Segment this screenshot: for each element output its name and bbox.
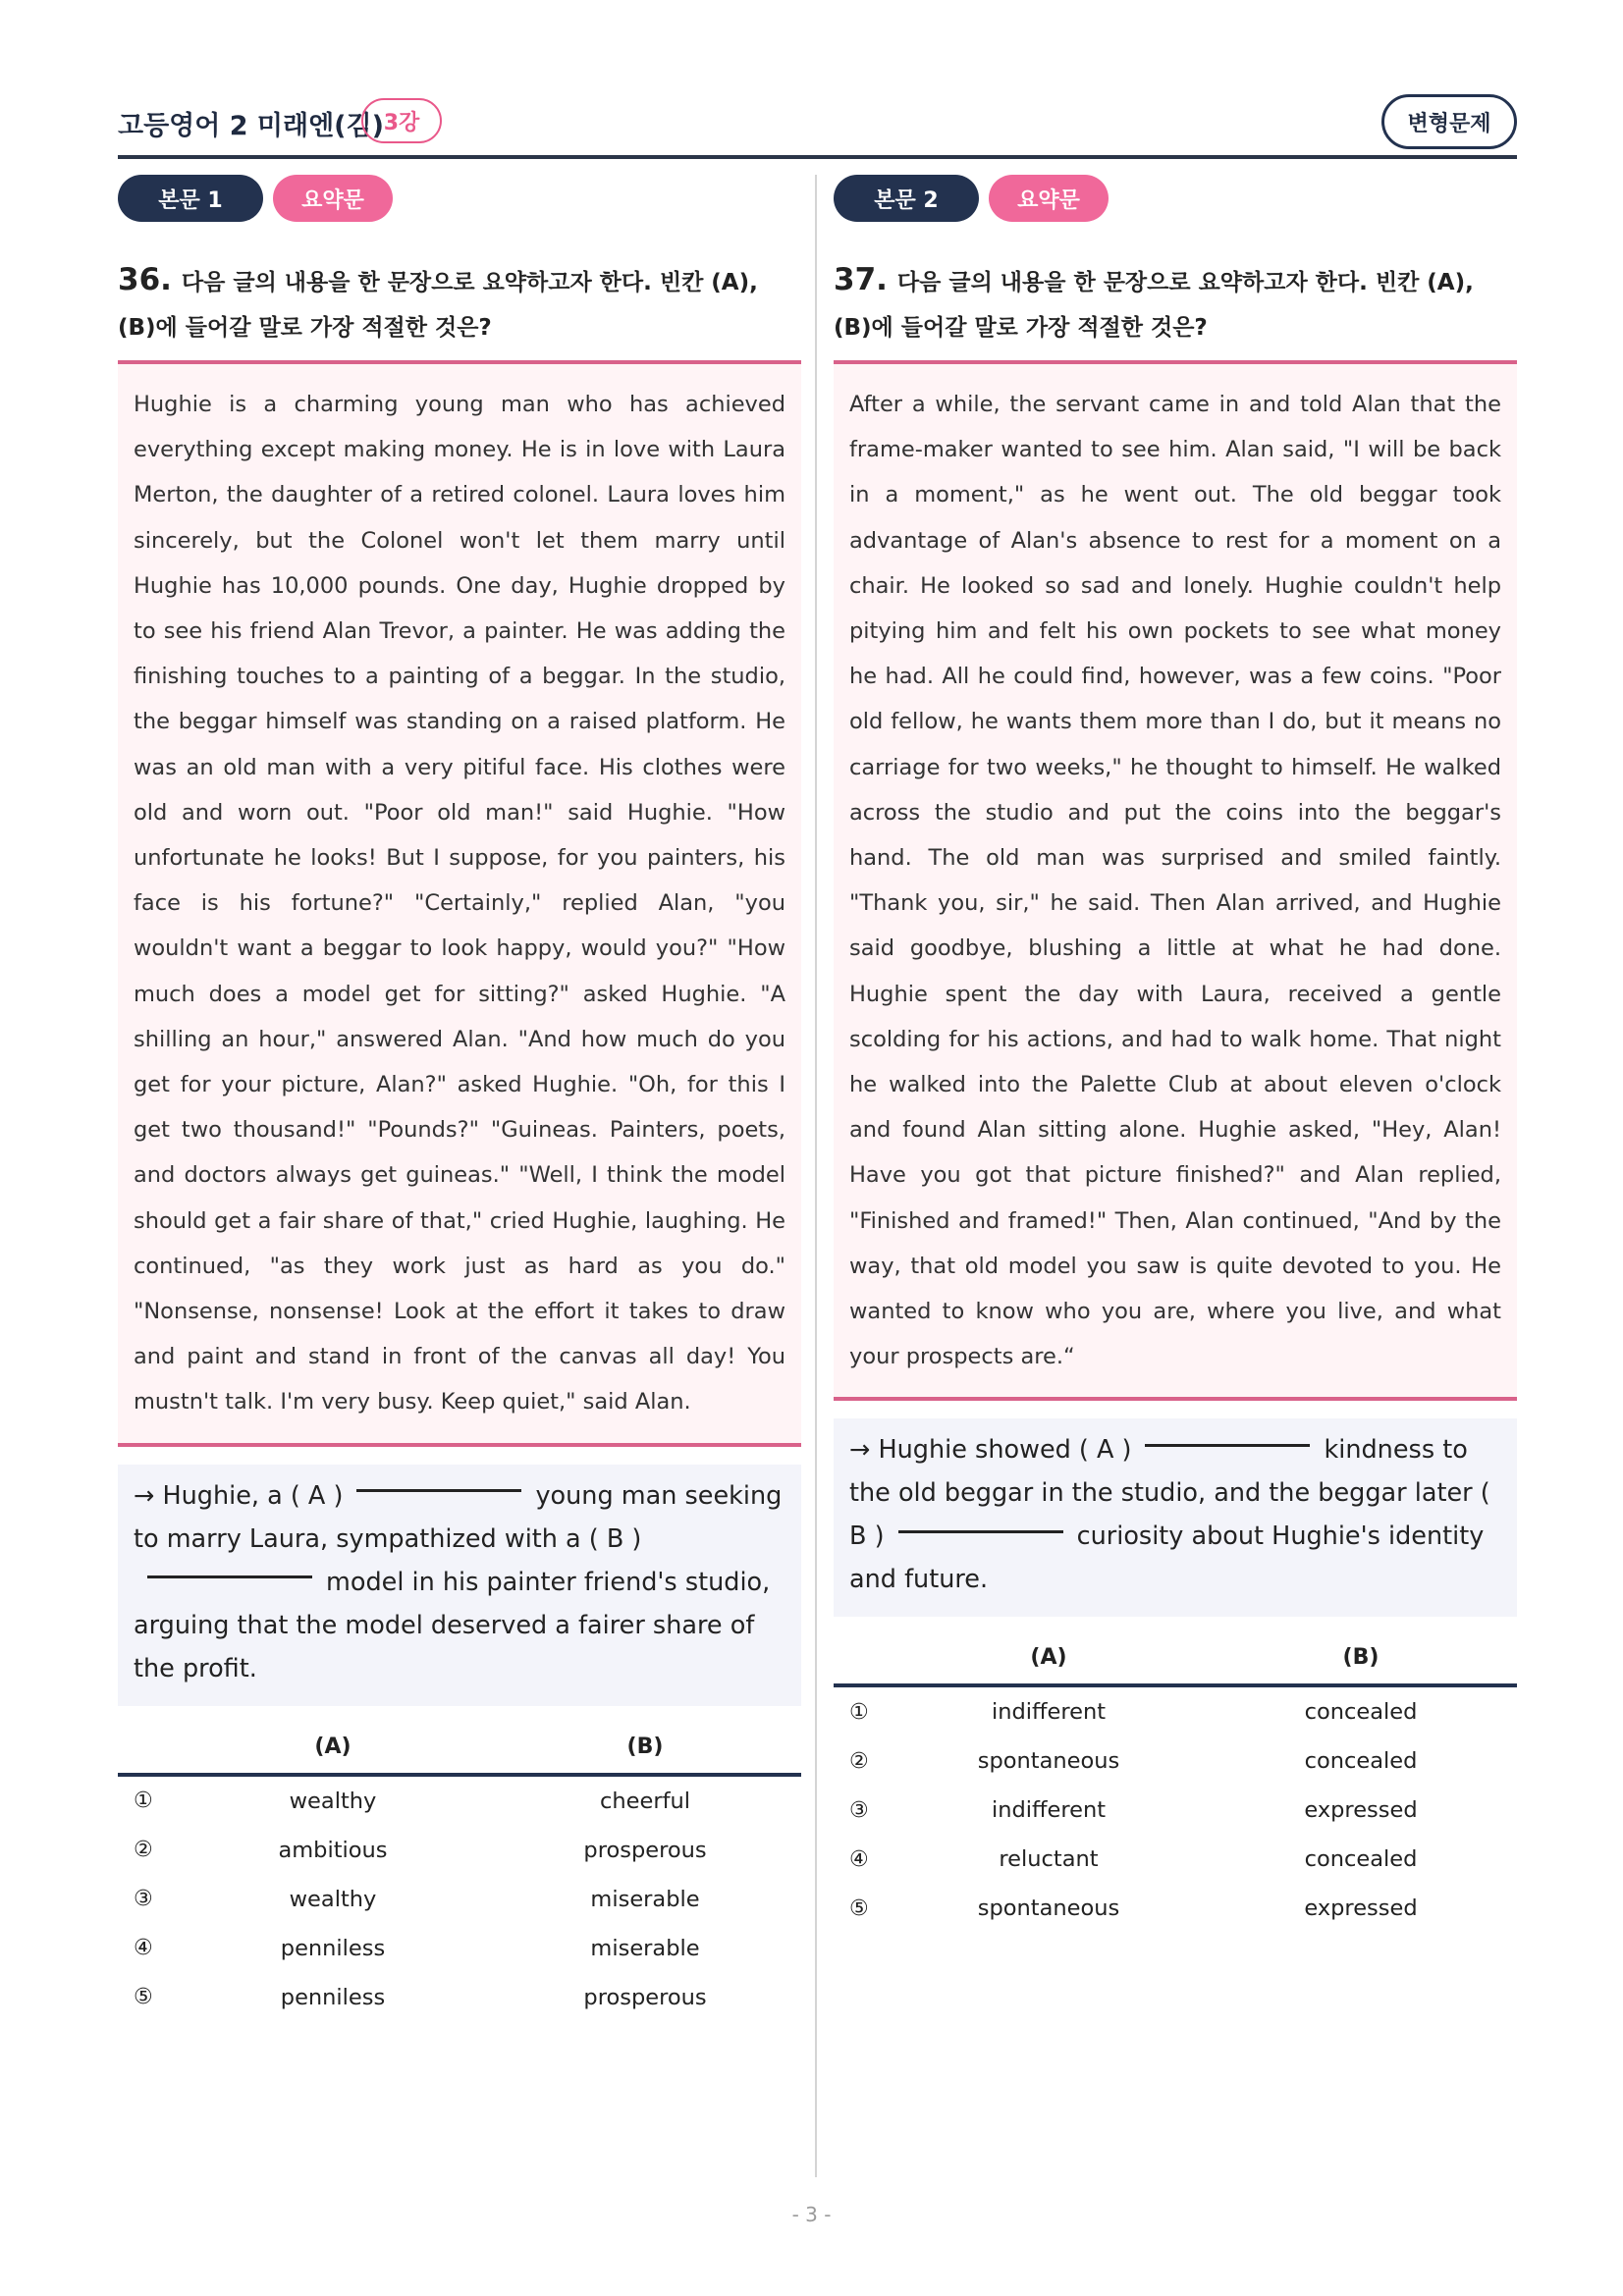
- passage-1: Hughie is a charming young man who has achieved everything except making money. He is in love with Laura Merton, the daughter of a retired colonel. Laura loves him sincerely, but the Colonel won't let them marry until Hughie has 10,000 pounds. One day, Hughie dropped by to see his friend Alan Trevor, a painter. He was adding the finishing touches to a painting of a beggar. In the studio, the beggar himself was standing on a raised platform. He was an old man with a very pitiful face. His clothes were old and worn out. "Poor old man!" said Hughie. "How unfortunate he looks! But I suppose, for you painters, his face is his fortune?" "Certainly," replied Alan, "you wouldn't want a beggar to look happy, would you?" "How much does a model get for sitting?" asked Hughie. "A shilling an hour," answered Alan. "And how much do you get for your picture, Alan?" asked Hughie. "Oh, for this I get two thousand!" "Pounds?" "Guineas. Painters, poets, and doctors always get guineas." "Well, I think the model should get a fair share of that," cried Hughie, laughing. He continued, "as they work just as hard as you do." "Nonsense, nonsense! Look at the effort it takes to draw and paint and stand in front of the canvas all day! You mustn't talk. I'm very busy. Keep quiet," said Alan.: [118, 364, 801, 1447]
- choices-header-b: (B): [1342, 1645, 1380, 1671]
- column-divider: [815, 175, 817, 2177]
- choice-number: ⑤: [849, 1896, 869, 1921]
- summary-part-3: model in his painter friend's studio, arguing that the model deserved a fairer share of the profit.: [134, 1567, 771, 1683]
- choice-row[interactable]: [834, 1687, 1517, 1736]
- passage-1-pill: 본문 1: [118, 175, 263, 222]
- choice-a: wealthy: [289, 1788, 377, 1814]
- header-title: 고등영어 2 미래엔(김): [118, 111, 384, 141]
- choice-b: expressed: [1304, 1797, 1418, 1824]
- choice-a: ambitious: [278, 1837, 388, 1863]
- question-37: [834, 257, 1517, 364]
- summary-pill: 요약문: [273, 175, 393, 222]
- choice-row[interactable]: [118, 1777, 801, 1826]
- choice-number: ①: [134, 1789, 153, 1814]
- page-header: [118, 94, 1517, 159]
- choice-row[interactable]: [118, 1973, 801, 2022]
- choice-b: miserable: [590, 1935, 700, 1961]
- choice-a: reluctant: [999, 1846, 1099, 1873]
- summary-part-3: curiosity about Hughie's identity and future.: [849, 1522, 1485, 1595]
- question-text: 다음 글의 내용을 한 문장으로 요약하고자 한다. 빈칸 (A), (B)에 들어갈 말로 가장 적절한 것은?: [118, 270, 758, 341]
- choice-a: penniless: [280, 1935, 386, 1961]
- choices-header-a: (A): [1030, 1645, 1067, 1671]
- choice-number: ②: [849, 1748, 869, 1774]
- choice-row[interactable]: [834, 1884, 1517, 1933]
- choice-number: ④: [134, 1936, 153, 1961]
- choices-table-1: [118, 1718, 801, 2022]
- choice-number: ③: [849, 1797, 869, 1823]
- choice-number: ⑤: [134, 1985, 153, 2010]
- choice-row[interactable]: [118, 1924, 801, 1973]
- choices-header-a: (A): [314, 1734, 352, 1759]
- right-pill-row: [834, 175, 1517, 222]
- passage-2-pill: 본문 2: [834, 175, 979, 222]
- choice-b: miserable: [590, 1886, 700, 1912]
- type-badge: 변형문제: [1381, 94, 1517, 149]
- choice-number: ①: [849, 1699, 869, 1725]
- left-column: [118, 175, 801, 2022]
- choice-row[interactable]: [834, 1786, 1517, 1835]
- choice-b: concealed: [1304, 1846, 1418, 1873]
- choice-b: expressed: [1304, 1896, 1418, 1922]
- right-column: [834, 175, 1517, 1933]
- summary-part-1: → Hughie, a ( A ): [134, 1480, 344, 1511]
- choice-a: spontaneous: [977, 1748, 1120, 1775]
- summary-part-2: young man seeking to marry Laura, sympathized with a ( B ): [134, 1480, 783, 1554]
- page-number: - 3 -: [791, 2203, 832, 2226]
- choice-b: concealed: [1304, 1699, 1418, 1726]
- choice-b: concealed: [1304, 1748, 1418, 1775]
- left-pill-row: [118, 175, 801, 222]
- choice-b: cheerful: [600, 1788, 690, 1814]
- blank-b: [898, 1530, 1063, 1533]
- question-text: 다음 글의 내용을 한 문장으로 요약하고자 한다. 빈칸 (A), (B)에 들어갈 말로 가장 적절한 것은?: [834, 270, 1474, 341]
- choices-header-b: (B): [626, 1734, 664, 1759]
- choice-row[interactable]: [118, 1826, 801, 1875]
- choices-header: [834, 1629, 1517, 1687]
- blank-a: [1145, 1444, 1310, 1447]
- choice-b: prosperous: [583, 1837, 707, 1863]
- choice-number: ②: [134, 1838, 153, 1863]
- summary-part-1: → Hughie showed ( A ): [849, 1435, 1132, 1466]
- choice-b: prosperous: [583, 1984, 707, 2010]
- question-number: 36.: [118, 262, 172, 297]
- question-number: 37.: [834, 262, 888, 297]
- choice-number: ③: [134, 1887, 153, 1912]
- question-36: [118, 257, 801, 364]
- summary-box-2: [834, 1418, 1517, 1617]
- choice-row[interactable]: [118, 1875, 801, 1924]
- choice-a: wealthy: [289, 1886, 377, 1912]
- choice-a: indifferent: [991, 1797, 1107, 1824]
- choice-a: penniless: [280, 1984, 386, 2010]
- choices-header: [118, 1718, 801, 1777]
- summary-box-1: [118, 1465, 801, 1706]
- summary-pill: 요약문: [989, 175, 1109, 222]
- summary-part-2: kindness to the old beggar in the studio, and the beggar later ( B ): [849, 1435, 1490, 1552]
- choice-number: ④: [849, 1846, 869, 1872]
- lesson-badge: 3강: [361, 98, 442, 143]
- passage-2: After a while, the servant came in and told Alan that the frame-maker wanted to see him. Alan said, "I will be back in a moment," as he went out. The old beggar took advantage of Alan's absence to rest for a moment on a chair. He looked so sad and lonely. Hughie couldn't help pitying him and felt his own pockets to see what money he had. All he could find, however, was a few coins. "Poor old fellow, he wants them more than I do, but it means no carriage for two weeks," he thought to himself. He walked across the studio and put the coins into the beggar's hand. The old man was surprised and smiled faintly. "Thank you, sir," he said. Then Alan arrived, and Hughie said goodbye, blushing a little at what he had done. Hughie spent the day with Laura, received a gentle scolding for his actions, and had to walk home. That night he walked into the Palette Club at about eleven o'clock and found Alan sitting alone. Hughie asked, "Hey, Alan! Have you got that picture finished?" and Alan replied, "Finished and framed!" Then, Alan continued, "And by the way, that old model you saw is quite devoted to you. He wanted to know who you are, where you live, and what your prospects are.“: [834, 364, 1517, 1401]
- choices-table-2: [834, 1629, 1517, 1933]
- blank-a: [356, 1489, 521, 1492]
- blank-b: [147, 1575, 312, 1578]
- choice-a: indifferent: [991, 1699, 1107, 1726]
- choice-row[interactable]: [834, 1736, 1517, 1786]
- choice-row[interactable]: [834, 1835, 1517, 1884]
- choice-a: spontaneous: [977, 1896, 1120, 1922]
